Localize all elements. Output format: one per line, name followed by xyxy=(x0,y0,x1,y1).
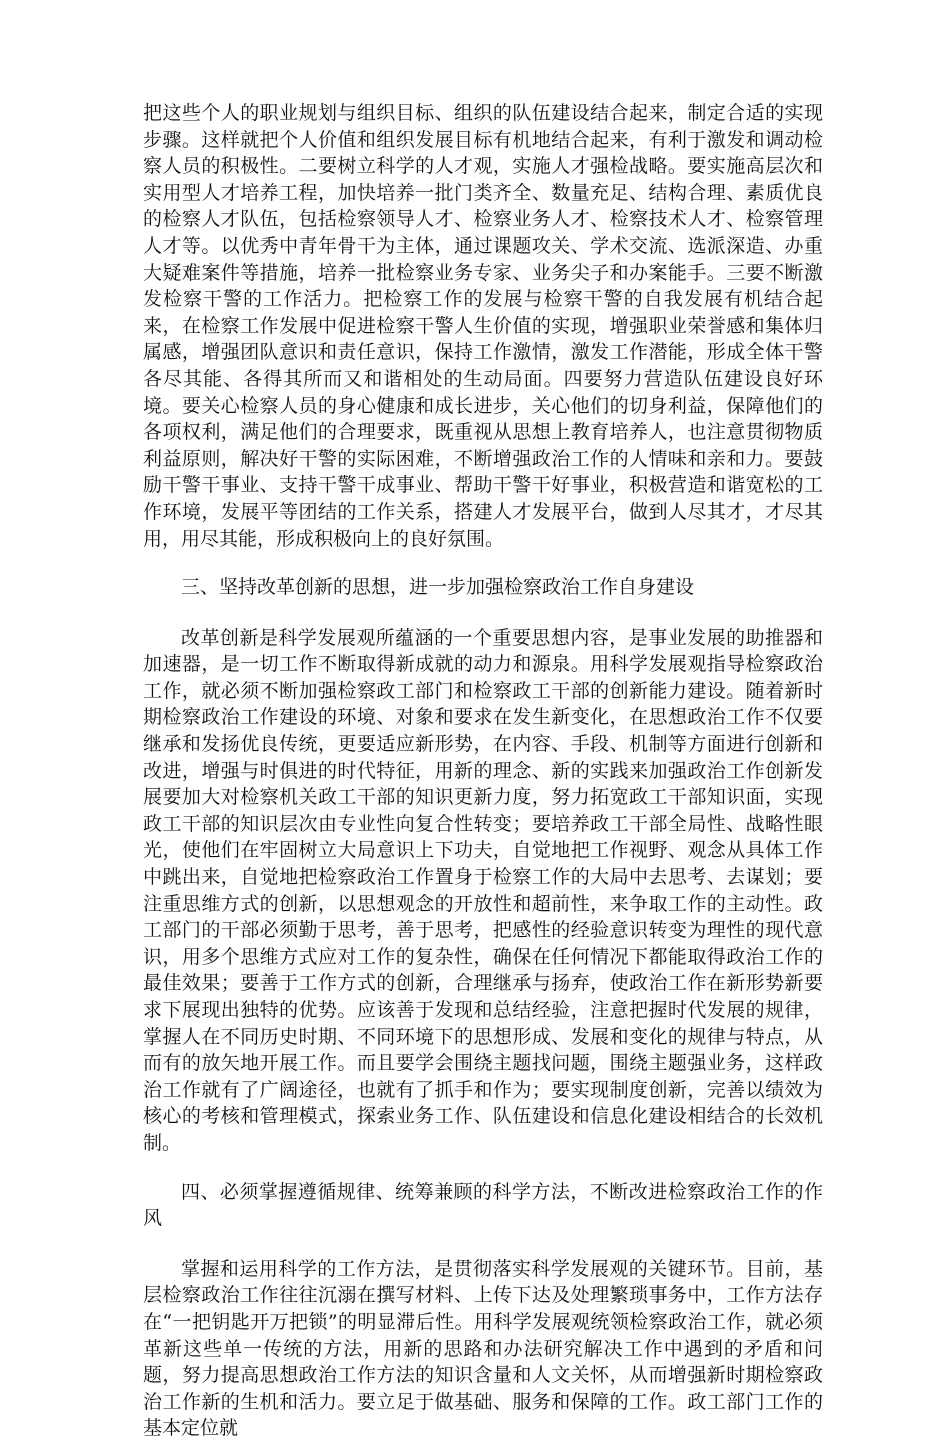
document-page xyxy=(143,100,823,1442)
paragraph-section-4: 掌握和运用科学的工作方法，是贯彻落实科学发展观的关键环节。目前，基层检察政治工作往往沉溺在撰写材料、上传下达及处理繁琐事务中，工作方法存在“一把钥匙开万把锁”的明显滞后性。用科学发展观统领检察政治工作，就必须革新这些单一传统的方法，用新的思路和办法研究解决工作中遇到的矛盾和问题，努力提高思想政治工作方法的知识含量和人文关怀，从而增强新时期检察政治工作新的生机和活力。要立足于做基础、服务和保障的工作。政工部门工作的基本定位就 xyxy=(143,1257,823,1440)
section-heading-4: 四、必须掌握遵循规律、统筹兼顾的科学方法，不断改进检察政治工作的作风 xyxy=(143,1180,823,1230)
paragraph-continued: 把这些个人的职业规划与组织目标、组织的队伍建设结合起来，制定合适的实现步骤。这样就把个人价值和组织发展目标有机地结合起来，有利于激发和调动检察人员的积极性。二要树立科学的人才观，实施人才强检战略。要实施高层次和实用型人才培养工程，加快培养一批门类齐全、数量充足、结构合理、素质优良的检察人才队伍，包括检察领导人才、检察业务人才、检察技术人才、检察管理人才等。以优秀中青年骨干为主体，通过课题攻关、学术交流、选派深造、办重大疑难案件等措施，培养一批检察业务专家、业务尖子和办案能手。三要不断激发检察干警的工作活力。把检察工作的发展与检察干警的自我发展有机结合起来，在检察工作发展中促进检察干警人生价值的实现，增强职业荣誉感和集体归属感，增强团队意识和责任意识，保持工作激情，激发工作潜能，形成全体干警各尽其能、各得其所而又和谐相处的生动局面。四要努力营造队伍建设良好环境。要关心检察人员的身心健康和成长进步，关心他们的切身利益，保障他们的各项权利，满足他们的合理要求，既重视从思想上教育培养人，也注意贯彻物质利益原则，解决好干警的实际困难，不断增强政治工作的人情味和亲和力。要鼓励干警干事业、支持干警干成事业、帮助干警干好事业，积极营造和谐宽松的工作环境，发展平等团结的工作关系，搭建人才发展平台，做到人尽其才，才尽其用，用尽其能，形成积极向上的良好氛围。 xyxy=(143,102,823,550)
paragraph-section-3: 改革创新是科学发展观所蕴涵的一个重要思想内容，是事业发展的助推器和加速器，是一切工作不断取得新成就的动力和源泉。用科学发展观指导检察政治工作，就必须不断加强检察政工部门和检察政工干部的创新能力建设。随着新时期检察政治工作建设的环境、对象和要求在发生新变化，在思想政治工作不仅要继承和发扬优良传统，更要适应新形势，在内容、手段、机制等方面进行创新和改进，增强与时俱进的时代特征，用新的理念、新的实践来加强政治工作创新发展要加大对检察机关政工干部的知识更新力度，努力拓宽政工干部知识面，实现政工干部的知识层次由专业性向复合性转变；要培养政工干部全局性、战略性眼光，使他们在牢固树立大局意识上下功夫，自觉地把工作视野、观念从具体工作中跳出来，自觉地把检察政治工作置身于检察工作的大局中去思考、去谋划；要注重思维方式的创新，以思想观念的开放性和超前性，来争取工作的主动性。政工部门的干部必须勤于思考，善于思考，把感性的经验意识转变为理性的现代意识，用多个思维方式应对工作的复杂性，确保在任何情况下都能取得政治工作的最佳效果；要善于工作方式的创新，合理继承与扬弃，使政治工作在新形势新要求下展现出独特的优势。应该善于发现和总结经验，注意把握时代发展的规律，掌握人在不同历史时期、不同环境下的思想形成、发展和变化的规律与特点，从而有的放矢地开展工作。而且要学会围绕主题找问题，围绕主题强业务，这样政治工作就有了广阔途径，也就有了抓手和作为；要实现制度创新，完善以绩效为核心的考核和管理模式，探索业务工作、队伍建设和信息化建设相结合的长效机制。 xyxy=(143,626,823,1154)
section-heading-3: 三、坚持改革创新的思想，进一步加强检察政治工作自身建设 xyxy=(181,576,695,599)
